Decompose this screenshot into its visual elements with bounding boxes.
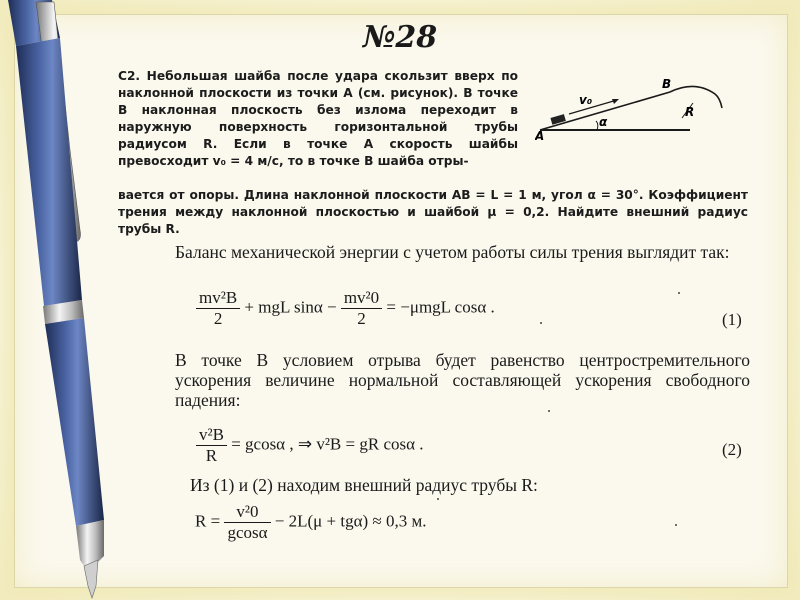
tube-arc <box>670 86 722 108</box>
problem-figure <box>535 78 745 143</box>
equation-2 <box>196 425 424 471</box>
equation-2-number: (2) <box>722 440 742 459</box>
eq3-fraction: $\frac{\text{v²0}}{gcos\alpha}$ <box>224 502 270 543</box>
scan-speck <box>548 410 550 412</box>
eq1-fraction-1: $\frac{\text{mv²B}}{2}$ <box>196 288 240 329</box>
eq2-rhs: = gcosα , ⇒ v²B = gR cosα . <box>231 434 424 454</box>
problem-text-part2: вается от опоры. Длина наклонной плоскости AB = L = 1 м, угол α = 30°. Коэффициент трения между наклонной плоскостью и шайбой μ = 0,2. Найдите внешний радиус трубы R. <box>118 188 748 236</box>
scan-speck <box>678 292 680 294</box>
equation-3 <box>195 502 426 554</box>
equation-1-number: (1) <box>722 310 742 329</box>
label-r: R <box>685 105 695 119</box>
slide-title: №28 <box>362 20 438 55</box>
solution-paragraph-3: Из (1) и (2) находим внешний радиус трубы R: <box>190 475 538 495</box>
eq2-fraction: $\frac{\text{v²B}}{R}$ <box>196 425 227 466</box>
label-v0: v₀ <box>579 93 593 107</box>
problem-text-part1: С2. Небольшая шайба после удара скользит вверх по наклонной плоскости из точки A (см. рисунок). В точке B наклонная плоскость без излома переходит в наружную поверхность горизонтальной трубы радиусом R. Если в точке A скорость шайбы превосходит v₀ = 4 м/с, то в точке B шайба отры- <box>118 69 518 168</box>
scan-speck <box>675 524 677 526</box>
scan-speck <box>437 498 439 500</box>
velocity-vector <box>569 100 617 114</box>
equation-1 <box>196 288 495 338</box>
solution-paragraph-2: В точке B условием отрыва будет равенство центростремительного ускорения величине нормальной составляющей ускорения свободного падения: <box>175 350 750 410</box>
label-b: B <box>662 78 672 91</box>
eq3-rhs: − 2L(μ + tgα) ≈ 0,3 м. <box>274 511 427 531</box>
eq1-rhs: = −μmgL cosα . <box>386 297 495 317</box>
solution-paragraph-1: Баланс механической энергии с учетом работы силы трения выглядит так: <box>175 242 730 262</box>
velocity-arrowhead <box>612 99 619 104</box>
label-alpha: α <box>599 115 608 129</box>
label-a: A <box>535 129 545 143</box>
eq3-lhs: R = <box>195 511 221 531</box>
eq1-middle: + mgL sinα − <box>244 297 337 317</box>
scan-speck <box>540 322 542 324</box>
eq1-fraction-2: $\frac{\text{mv²0}}{2}$ <box>341 288 382 329</box>
